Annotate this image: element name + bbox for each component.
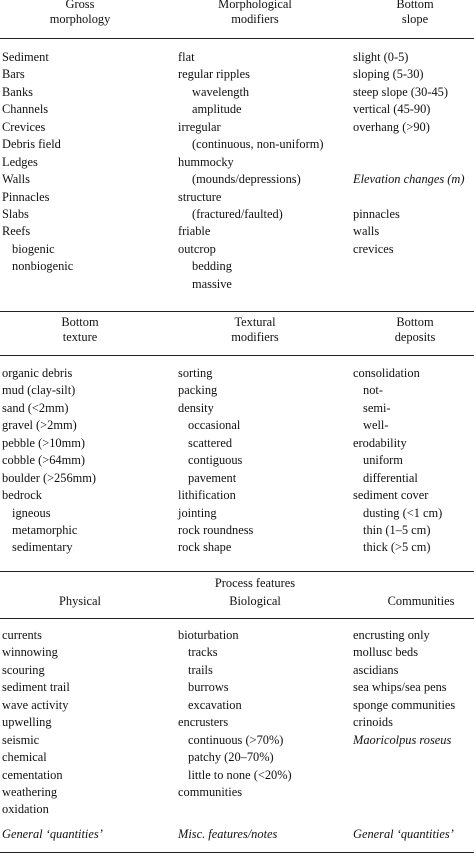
s2-col2 xyxy=(178,365,253,557)
list-item: rock shape xyxy=(178,540,232,555)
list-item: flat xyxy=(178,50,195,64)
list-item: scouring xyxy=(2,662,45,677)
list-item: (fractured/faulted) xyxy=(192,206,283,221)
list-item: gravel (>2mm) xyxy=(2,418,77,433)
header-bottom-deposits: Bottom deposits xyxy=(394,315,436,344)
list-item: consolidation xyxy=(353,366,420,380)
list-item: encrusters xyxy=(178,715,229,730)
list-item: Crevices xyxy=(2,119,46,134)
list-item: sloping (5-30) xyxy=(353,67,424,82)
section1-header-rule xyxy=(0,38,474,39)
list-item: Debris field xyxy=(2,137,61,152)
list-item: crevices xyxy=(353,241,394,256)
header-biological: Biological xyxy=(229,594,281,608)
list-item: erodability xyxy=(353,435,407,450)
list-item: ascidians xyxy=(353,662,399,677)
list-item: mollusc beds xyxy=(353,645,419,660)
list-item: sediment trail xyxy=(2,680,70,695)
list-item: hummocky xyxy=(178,154,234,169)
list-item: little to none (<20%) xyxy=(188,767,292,782)
header-physical: Physical xyxy=(59,594,101,608)
list-item: thin (1–5 cm) xyxy=(363,522,431,537)
list-item: patchy (20–70%) xyxy=(188,750,274,765)
list-item: Sediment xyxy=(2,50,49,64)
s3-col1 xyxy=(2,627,70,819)
header-gross-morphology: Gross morphology xyxy=(49,0,111,26)
list-item: structure xyxy=(178,189,222,204)
list-item: slight (0-5) xyxy=(353,50,409,64)
list-item: biogenic xyxy=(12,241,55,256)
list-item: Pinnacles xyxy=(2,189,50,204)
list-item: sorting xyxy=(178,366,213,380)
list-item: boulder (>256mm) xyxy=(2,470,97,485)
footer-general-quantities-2: General ‘quantities’ xyxy=(353,827,454,841)
list-item: steep slope (30-45) xyxy=(353,84,448,99)
section2-bottom-rule xyxy=(0,571,474,572)
s2-col1 xyxy=(2,365,96,557)
list-item: wavelength xyxy=(192,84,250,99)
list-item: sand (<2mm) xyxy=(2,400,69,415)
list-item: sediment cover xyxy=(353,488,429,503)
list-item: bioturbation xyxy=(178,628,239,642)
list-item: Slabs xyxy=(2,206,29,221)
header-bottom-texture: Bottom texture xyxy=(61,315,99,344)
list-item: bedding xyxy=(192,259,232,274)
list-item: scattered xyxy=(188,435,233,450)
header-process-features: Process features xyxy=(214,576,296,590)
list-item: contiguous xyxy=(188,453,243,468)
list-item: weathering xyxy=(2,784,58,799)
list-item: rock roundness xyxy=(178,522,254,537)
list-item: (continuous, non-uniform) xyxy=(192,137,324,152)
list-item: communities xyxy=(178,784,243,799)
s2-col3 xyxy=(353,365,442,557)
list-item: Ledges xyxy=(2,154,38,169)
s3-col3 xyxy=(353,627,455,749)
list-item: tracks xyxy=(188,645,218,660)
list-item: outcrop xyxy=(178,241,216,256)
list-item: seismic xyxy=(2,732,40,747)
list-item: crinoids xyxy=(353,715,393,730)
list-item: walls xyxy=(353,224,380,239)
list-item: currents xyxy=(2,628,42,642)
list-item: pavement xyxy=(188,470,237,485)
list-item: not- xyxy=(363,383,383,398)
header-textural-modifiers: Textural modifiers xyxy=(231,315,279,344)
list-item: Banks xyxy=(2,84,33,99)
list-item: lithification xyxy=(178,488,236,503)
list-item: amplitude xyxy=(192,102,242,117)
list-item: regular ripples xyxy=(178,67,250,82)
list-item: sedimentary xyxy=(12,540,73,555)
header-communities: Communities xyxy=(387,594,455,608)
list-item xyxy=(353,189,464,206)
list-item: sea whips/sea pens xyxy=(353,680,447,695)
list-item: vertical (45-90) xyxy=(353,102,431,117)
list-item: wave activity xyxy=(2,697,69,712)
list-item: metamorphic xyxy=(12,522,78,537)
list-item xyxy=(353,136,464,153)
header-bottom-slope: Bottom slope xyxy=(396,0,434,26)
list-item: upwelling xyxy=(2,715,52,730)
list-item: Walls xyxy=(2,172,30,187)
list-item: Maoricolpus roseus xyxy=(353,732,452,747)
footer-general-quantities-1: General ‘quantities’ xyxy=(2,827,103,841)
list-item: massive xyxy=(192,276,232,291)
list-item: friable xyxy=(178,224,211,239)
list-item: continuous (>70%) xyxy=(188,732,284,747)
list-item: dusting (<1 cm) xyxy=(363,505,443,520)
list-item: packing xyxy=(178,383,218,398)
list-item: nonbiogenic xyxy=(12,259,74,274)
list-item: density xyxy=(178,400,214,415)
list-item: trails xyxy=(188,662,213,677)
list-item: encrusting only xyxy=(353,628,430,642)
s1-col1 xyxy=(2,49,73,276)
list-item: igneous xyxy=(12,505,51,520)
header-morphological-modifiers: Morphological modifiers xyxy=(218,0,292,26)
list-item: Elevation changes (m) xyxy=(353,172,465,187)
list-item: thick (>5 cm) xyxy=(363,540,431,555)
list-item: semi- xyxy=(363,400,391,415)
list-item: mud (clay-silt) xyxy=(2,383,76,398)
s1-col2 xyxy=(178,49,323,293)
list-item: occasional xyxy=(188,418,241,433)
table-bottom-rule xyxy=(0,852,474,853)
list-item: chemical xyxy=(2,750,47,765)
list-item: Bars xyxy=(2,67,25,82)
list-item: well- xyxy=(363,418,389,433)
footer-misc-features: Misc. features/notes xyxy=(178,827,278,841)
list-item: burrows xyxy=(188,680,229,695)
list-item: organic debris xyxy=(2,366,73,380)
list-item: uniform xyxy=(363,453,403,468)
list-item: irregular xyxy=(178,119,221,134)
s3-col2 xyxy=(178,627,292,801)
list-item: oxidation xyxy=(2,802,49,817)
list-item: pinnacles xyxy=(353,206,400,221)
section3-header-rule xyxy=(0,618,474,619)
list-item: bedrock xyxy=(2,488,42,503)
list-item: winnowing xyxy=(2,645,58,660)
list-item: jointing xyxy=(178,505,217,520)
list-item: cobble (>64mm) xyxy=(2,453,86,468)
section1-bottom-rule xyxy=(0,311,474,312)
list-item: sponge communities xyxy=(353,697,456,712)
list-item: Reefs xyxy=(2,224,31,239)
list-item: Channels xyxy=(2,102,49,117)
list-item: overhang (>90) xyxy=(353,119,430,134)
list-item: differential xyxy=(363,470,418,485)
section2-header-rule xyxy=(0,355,474,356)
s1-col3 xyxy=(353,49,464,258)
list-item: pebble (>10mm) xyxy=(2,435,86,450)
list-item xyxy=(353,154,464,171)
list-item: (mounds/depressions) xyxy=(192,172,301,187)
list-item: cementation xyxy=(2,767,63,782)
list-item: excavation xyxy=(188,697,242,712)
